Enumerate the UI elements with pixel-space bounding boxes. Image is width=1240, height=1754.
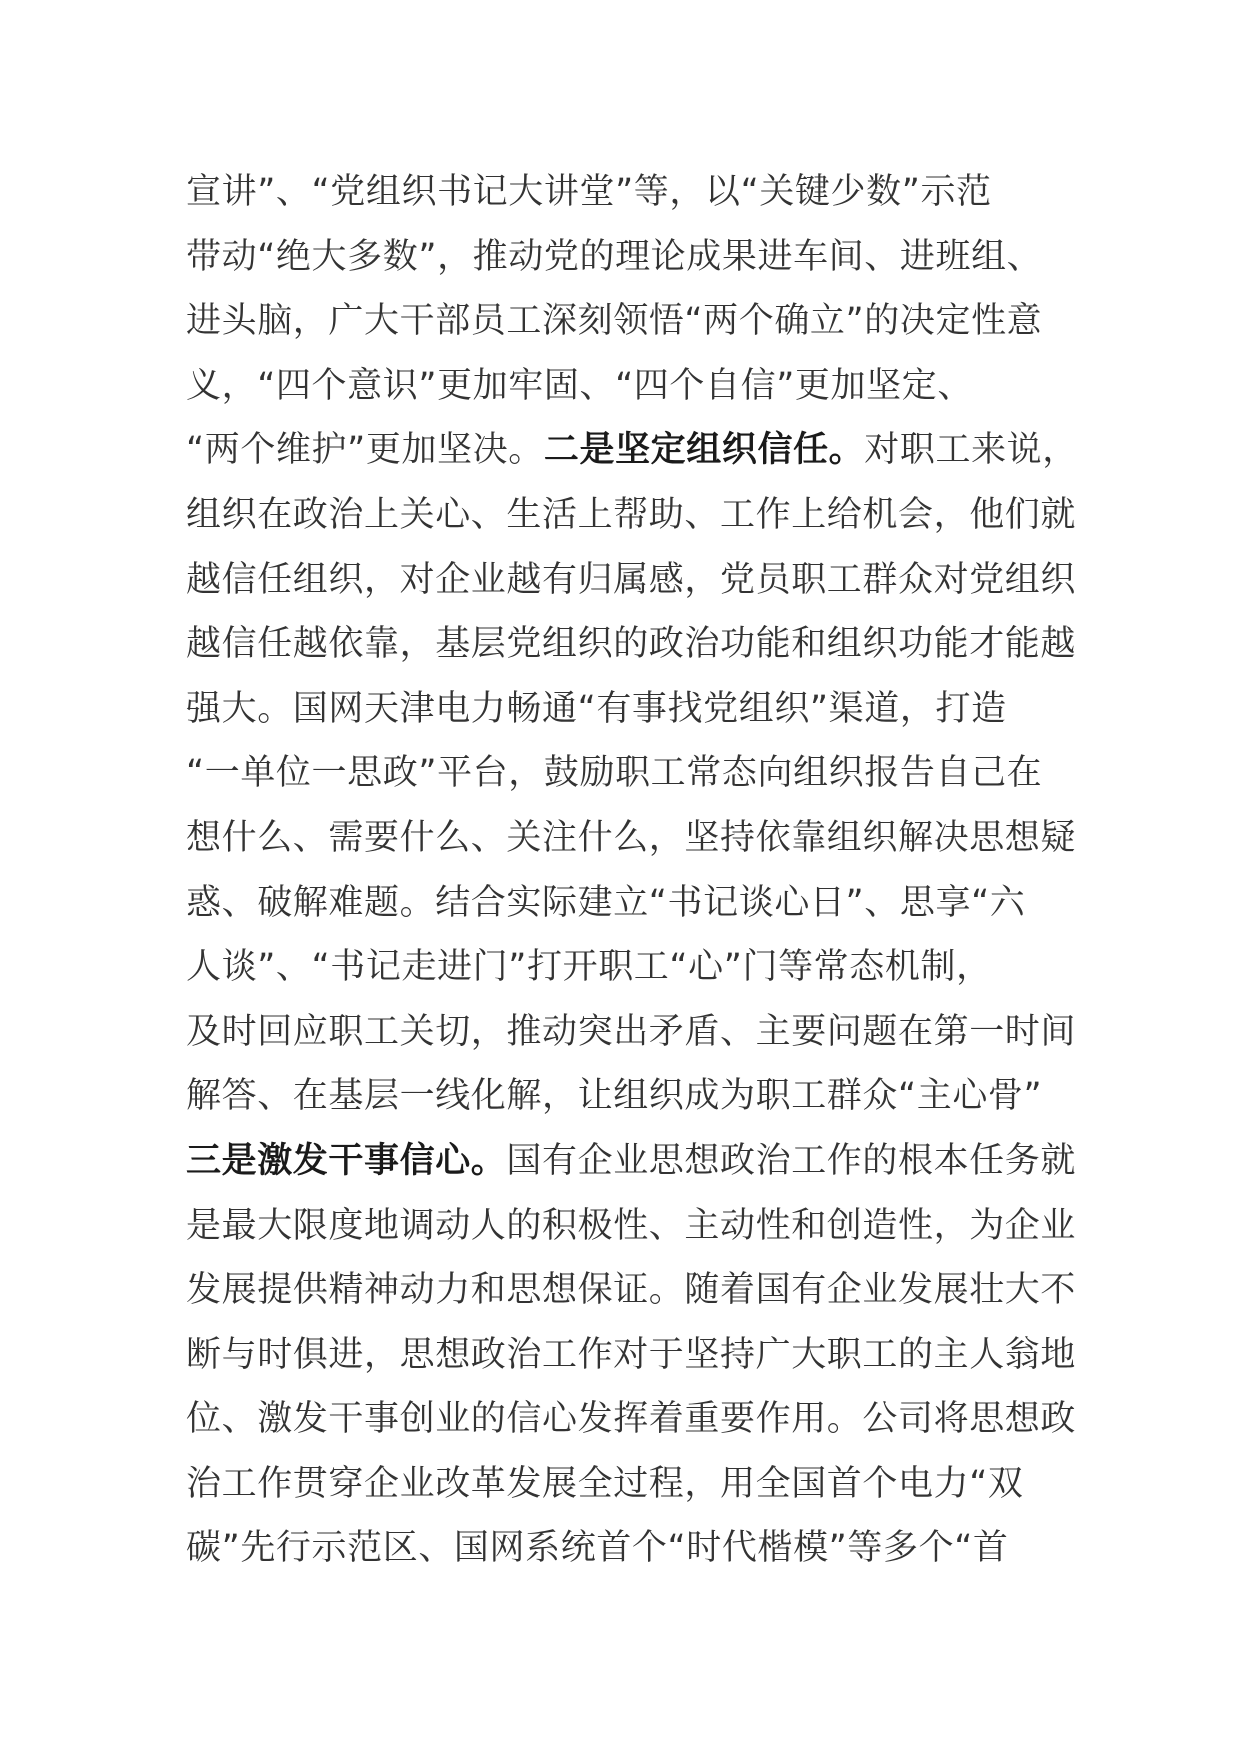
bold-heading-run: 三是激发干事信心。 — [186, 1140, 507, 1181]
text-run: “一单位一思政”平台，鼓励职工常态向组织报告自己在 — [186, 753, 1043, 794]
text-line — [186, 1194, 1086, 1259]
text-run: 对职工来说， — [864, 430, 1078, 471]
text-line — [186, 1129, 1086, 1194]
text-run: “两个维护”更加坚决。 — [186, 430, 544, 471]
text-line — [186, 1258, 1086, 1323]
text-run: 人谈”、“书记走进门”打开职工“心”门等常态机制， — [186, 947, 992, 988]
text-line — [186, 612, 1086, 677]
text-line — [186, 1323, 1086, 1388]
text-line — [186, 1516, 1086, 1581]
text-run: 及时回应职工关切，推动突出矛盾、主要问题在第一时间 — [186, 1011, 1077, 1052]
text-run: 进头脑，广大干部员工深刻领悟“两个确立”的决定性意 — [186, 301, 1043, 342]
text-line — [186, 1000, 1086, 1065]
bold-heading-run: 二是坚定组织信任。 — [543, 430, 865, 471]
text-run: 宣讲”、“党组织书记大讲堂”等，以“关键少数”示范 — [186, 172, 992, 212]
text-line — [186, 741, 1086, 806]
text-run: 惑、破解难题。结合实际建立“书记谈心日”、思享“六 — [186, 882, 1026, 923]
text-line — [186, 871, 1086, 936]
text-run: 组织在政治上关心、生活上帮助、工作上给机会，他们就 — [186, 494, 1077, 535]
body-text — [186, 160, 1086, 1581]
text-line — [186, 935, 1086, 1000]
text-run: 断与时俱进，思想政治工作对于坚持广大职工的主人翁地 — [186, 1334, 1077, 1375]
text-run: 是最大限度地调动人的积极性、主动性和创造性，为企业 — [186, 1205, 1077, 1246]
text-line — [186, 225, 1086, 290]
text-line — [186, 1452, 1086, 1517]
text-line — [186, 1387, 1086, 1452]
text-run: 越信任组织，对企业越有归属感，党员职工群众对党组织 — [186, 559, 1077, 600]
text-run: 碳”先行示范区、国网系统首个“时代楷模”等多个“首 — [186, 1528, 1009, 1569]
text-line — [186, 289, 1086, 354]
text-run: 义，“四个意识”更加牢固、“四个自信”更加坚定、 — [186, 365, 973, 406]
text-run: 位、激发干事创业的信心发挥着重要作用。公司将思想政 — [186, 1399, 1077, 1440]
text-line — [186, 548, 1086, 613]
text-line — [186, 483, 1086, 548]
text-line — [186, 806, 1086, 871]
text-run: 治工作贯穿企业改革发展全过程，用全国首个电力“双 — [186, 1463, 1024, 1504]
text-line — [186, 354, 1086, 419]
text-run: 带动“绝大多数”，推动党的理论成果进车间、进班组、 — [186, 236, 1043, 277]
text-line — [186, 677, 1086, 742]
text-run: 想什么、需要什么、关注什么，坚持依靠组织解决思想疑 — [186, 817, 1077, 858]
text-run: 强大。国网天津电力畅通“有事找党组织”渠道，打造 — [186, 688, 1007, 729]
text-line — [186, 418, 1086, 483]
text-run: 越信任越依靠，基层党组织的政治功能和组织功能才能越 — [186, 624, 1077, 665]
text-run: 发展提供精神动力和思想保证。随着国有企业发展壮大不 — [186, 1270, 1077, 1311]
text-run: 国有企业思想政治工作的根本任务就 — [506, 1140, 1077, 1181]
text-run: 解答、在基层一线化解，让组织成为职工群众“主心骨” — [186, 1076, 1043, 1117]
text-line — [186, 1064, 1086, 1129]
text-line — [186, 160, 1086, 225]
